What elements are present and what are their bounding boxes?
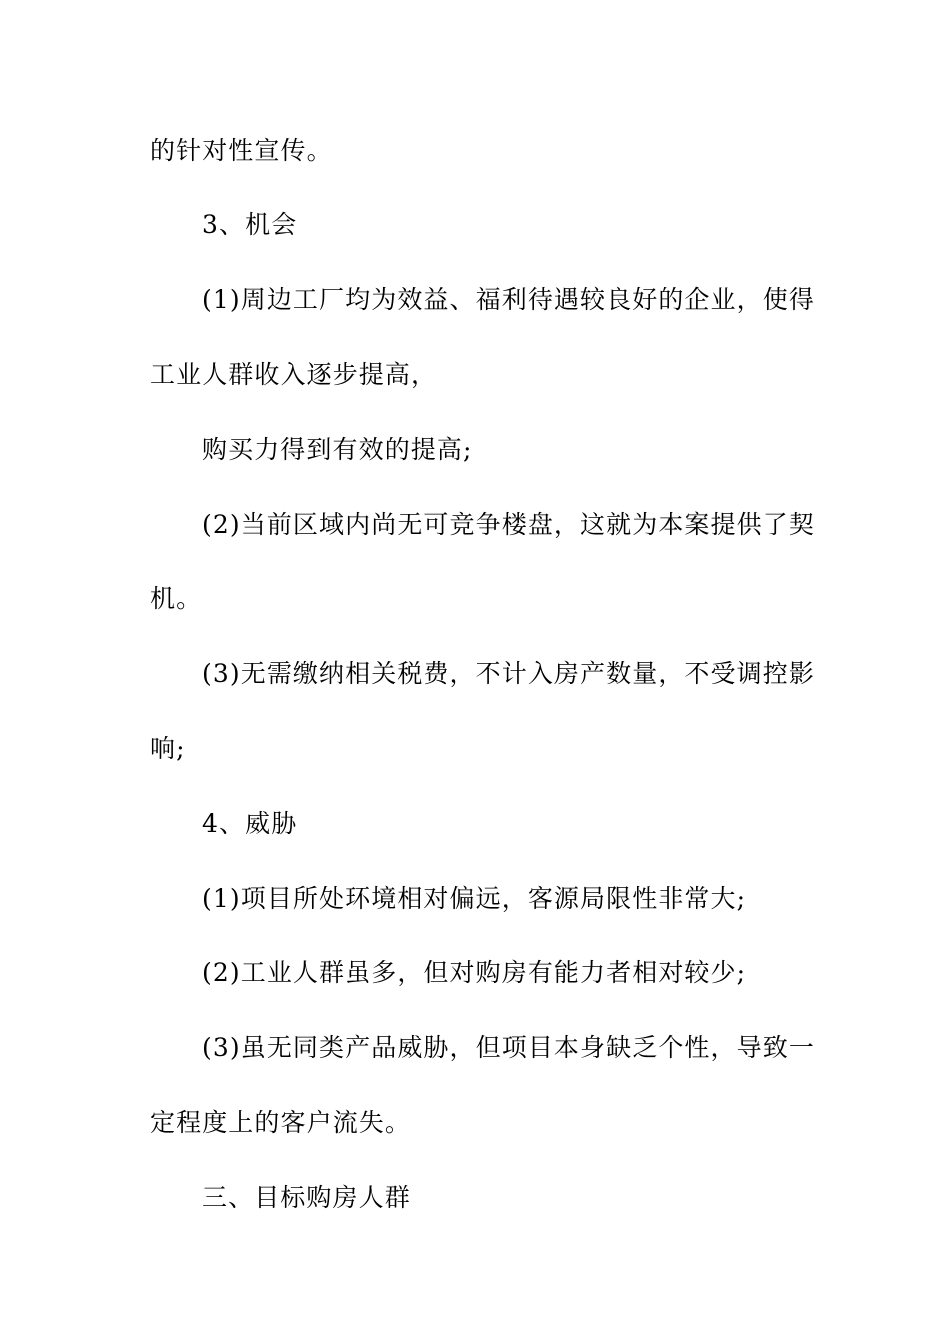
text-line: 购买力得到有效的提高; — [202, 435, 473, 464]
text-line: 定程度上的客户流失。 — [150, 1108, 412, 1137]
text-line: (3)虽无同类产品威胁，但项目本身缺乏个性，导致一 — [202, 1033, 815, 1062]
section-heading-threats: 4、威胁 — [202, 809, 298, 838]
section-heading-opportunities: 3、机会 — [202, 210, 298, 239]
section-heading-target-buyers: 三、目标购房人群 — [202, 1183, 411, 1212]
text-line: (1)项目所处环境相对偏远，客源局限性非常大; — [202, 884, 747, 913]
text-line: 机。 — [150, 584, 203, 613]
text-line: (3)无需缴纳相关税费，不计入房产数量，不受调控影 — [202, 659, 815, 688]
text-line: (2)工业人群虽多，但对购房有能力者相对较少; — [202, 958, 747, 987]
text-line: 工业人群收入逐步提高， — [150, 360, 438, 389]
text-line: 响; — [150, 734, 186, 763]
text-line: 的针对性宣传。 — [150, 136, 333, 165]
text-line: (2)当前区域内尚无可竞争楼盘，这就为本案提供了契 — [202, 510, 815, 539]
text-line: (1)周边工厂均为效益、福利待遇较良好的企业，使得 — [202, 285, 815, 314]
